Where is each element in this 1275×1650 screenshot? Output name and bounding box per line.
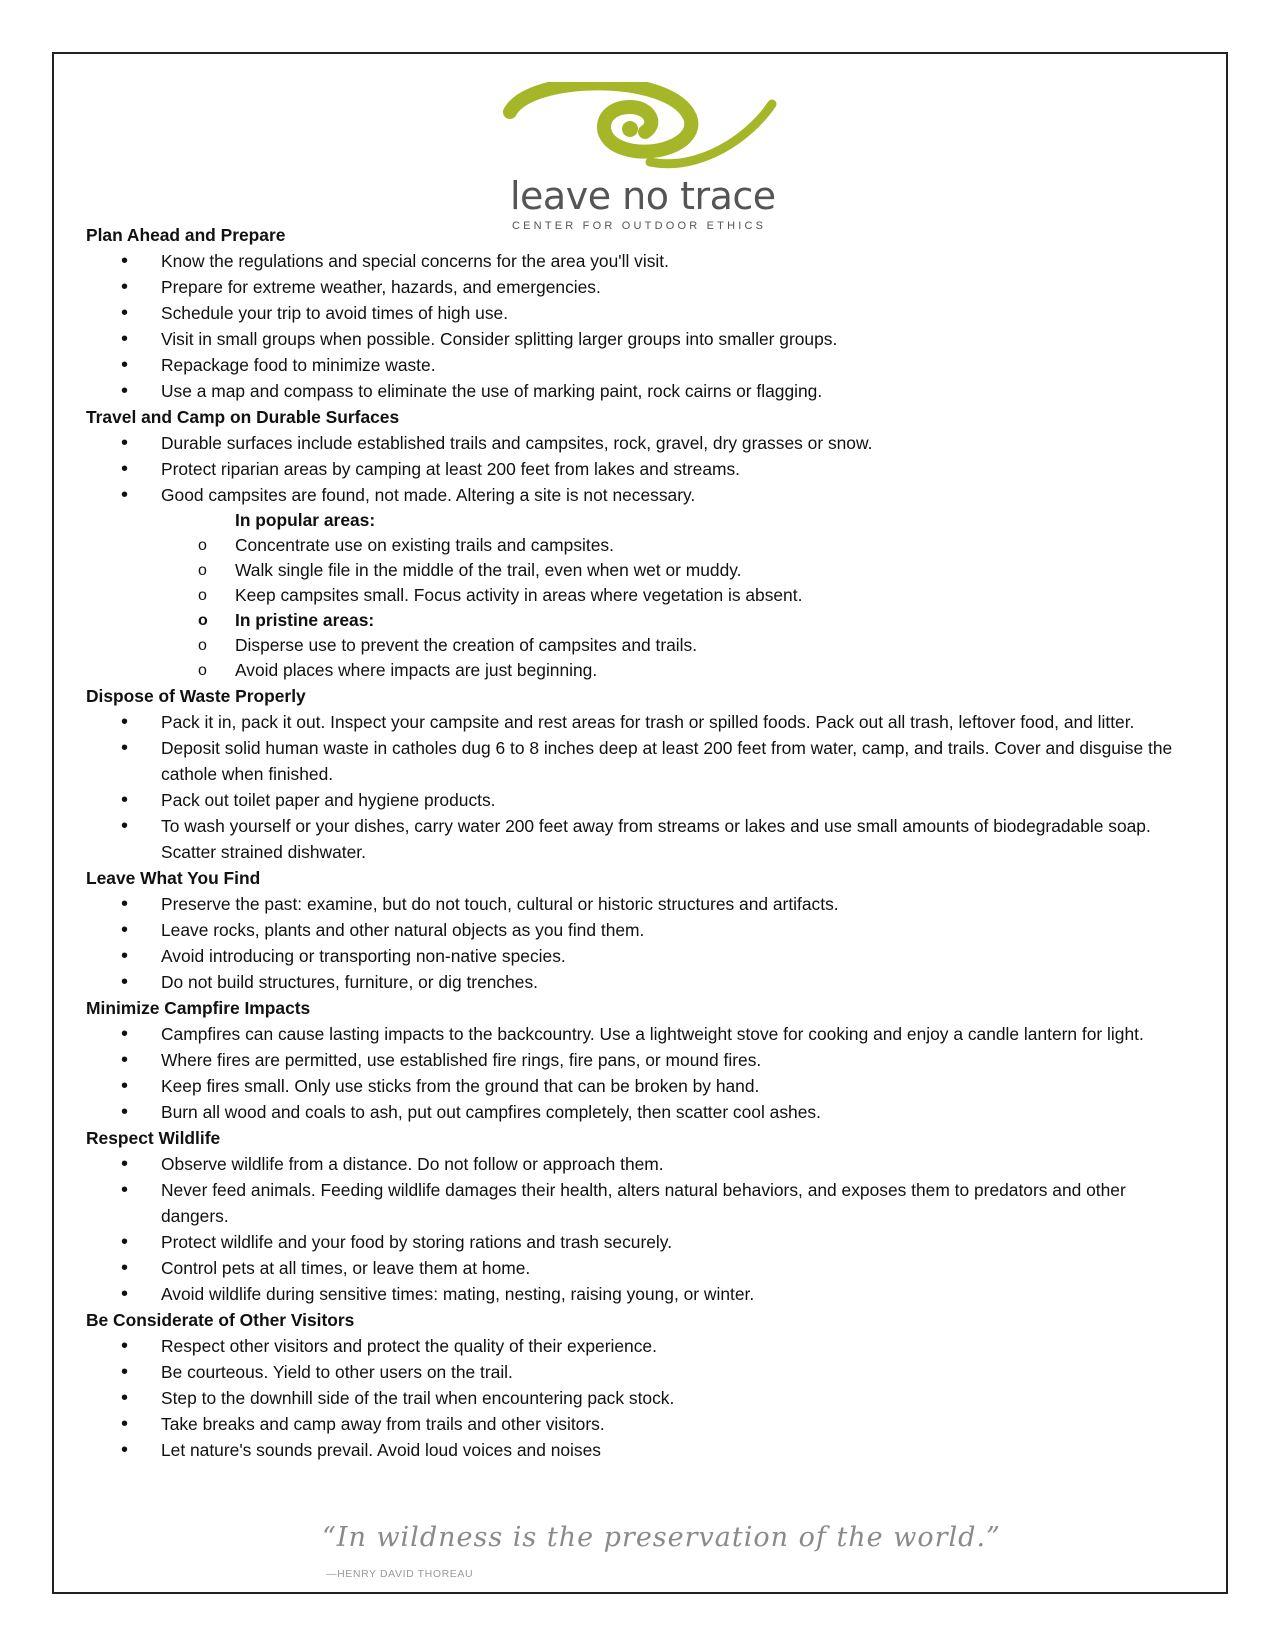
list-item: • Do not build structures, furniture, or dig trenches. [86,969,1196,995]
list-item: • Use a map and compass to eliminate the use of marking paint, rock cairns or flagging. [86,378,1196,404]
bullet-list [86,430,1196,508]
list-item: • Keep fires small. Only use sticks from the ground that can be broken by hand. [86,1073,1196,1099]
sub-heading: In popular areas: [235,510,376,530]
list-item: • Protect wildlife and your food by storing rations and trash securely. [86,1229,1196,1255]
spiral-eye-icon [500,82,800,177]
list-item: • Leave rocks, plants and other natural objects as you find them. [86,917,1196,943]
bullet-list [86,248,1196,404]
list-item: • Control pets at all times, or leave them at home. [86,1255,1196,1281]
list-item: • Preserve the past: examine, but do not touch, cultural or historic structures and artifacts. [86,891,1196,917]
list-item: • Repackage food to minimize waste. [86,352,1196,378]
leave-no-trace-logo [500,82,820,232]
list-item: • Where fires are permitted, use established fire rings, fire pans, or mound fires. [86,1047,1196,1073]
principles-list [86,222,1196,1463]
list-item: • Never feed animals. Feeding wildlife damages their health, alters natural behaviors, and exposes them to predators and other dangers. [86,1177,1196,1229]
list-item: • Deposit solid human waste in catholes dug 6 to 8 inches deep at least 200 feet from water, camp, and trails. Cover and disguise the cathole when finished. [86,735,1196,787]
list-item: • Pack it in, pack it out. Inspect your campsite and rest areas for trash or spilled foods. Pack out all trash, leftover food, and litter. [86,709,1196,735]
quote-text: “In wildness is the preservation of the world.” [322,1522,1001,1553]
section-heading: Travel and Camp on Durable Surfaces [86,407,400,427]
bullet-list [86,1151,1196,1307]
list-item: • Burn all wood and coals to ash, put out campfires completely, then scatter cool ashes. [86,1099,1196,1125]
bullet-list [86,1021,1196,1125]
list-item: • Let nature's sounds prevail. Avoid loud voices and noises [86,1437,1196,1463]
section-heading: Minimize Campfire Impacts [86,998,311,1018]
section-heading: Be Considerate of Other Visitors [86,1310,355,1330]
sub-list-item: o Disperse use to prevent the creation of campsites and trails. [86,633,1196,658]
bullet-list [86,709,1196,865]
list-item: • Step to the downhill side of the trail when encountering pack stock. [86,1385,1196,1411]
section-heading: Dispose of Waste Properly [86,686,306,706]
bullet-list [86,1333,1196,1463]
section-heading: Leave What You Find [86,868,261,888]
list-item: • Respect other visitors and protect the quality of their experience. [86,1333,1196,1359]
logo-wordmark: leave no trace [510,174,776,218]
list-item: • Be courteous. Yield to other users on the trail. [86,1359,1196,1385]
logo-tagline: CENTER FOR OUTDOOR ETHICS [512,220,767,232]
list-item: • Good campsites are found, not made. Altering a site is not necessary. [86,482,1196,508]
list-item: • Observe wildlife from a distance. Do not follow or approach them. [86,1151,1196,1177]
sub-list-item: o Keep campsites small. Focus activity in areas where vegetation is absent. [86,583,1196,608]
sub-list-item: o In pristine areas: [86,608,1196,633]
list-item: • Campfires can cause lasting impacts to the backcountry. Use a lightweight stove for cooking and enjoy a candle lantern for light. [86,1021,1196,1047]
bullet-list [86,891,1196,995]
section-heading: Plan Ahead and Prepare [86,225,286,245]
list-item: • Avoid introducing or transporting non-native species. [86,943,1196,969]
sub-list-item: o Walk single file in the middle of the trail, even when wet or muddy. [86,558,1196,583]
sub-list-item: o Concentrate use on existing trails and campsites. [86,533,1196,558]
list-item: • To wash yourself or your dishes, carry water 200 feet away from streams or lakes and use small amounts of biodegradable soap. Scatter strained dishwater. [86,813,1196,865]
list-item: • Take breaks and camp away from trails and other visitors. [86,1411,1196,1437]
section-heading: Respect Wildlife [86,1128,221,1148]
list-item: • Prepare for extreme weather, hazards, and emergencies. [86,274,1196,300]
quote-attribution: —HENRY DAVID THOREAU [326,1568,474,1580]
list-item: • Protect riparian areas by camping at least 200 feet from lakes and streams. [86,456,1196,482]
list-item: • Visit in small groups when possible. Consider splitting larger groups into smaller groups. [86,326,1196,352]
list-item: • Know the regulations and special concerns for the area you'll visit. [86,248,1196,274]
thoreau-quote [322,1522,1001,1594]
sub-list [86,508,1196,683]
sub-list-item: o Avoid places where impacts are just beginning. [86,658,1196,683]
list-item: • Pack out toilet paper and hygiene products. [86,787,1196,813]
list-item: • Schedule your trip to avoid times of high use. [86,300,1196,326]
list-item: • Durable surfaces include established trails and campsites, rock, gravel, dry grasses or snow. [86,430,1196,456]
list-item: • Avoid wildlife during sensitive times: mating, nesting, raising young, or winter. [86,1281,1196,1307]
